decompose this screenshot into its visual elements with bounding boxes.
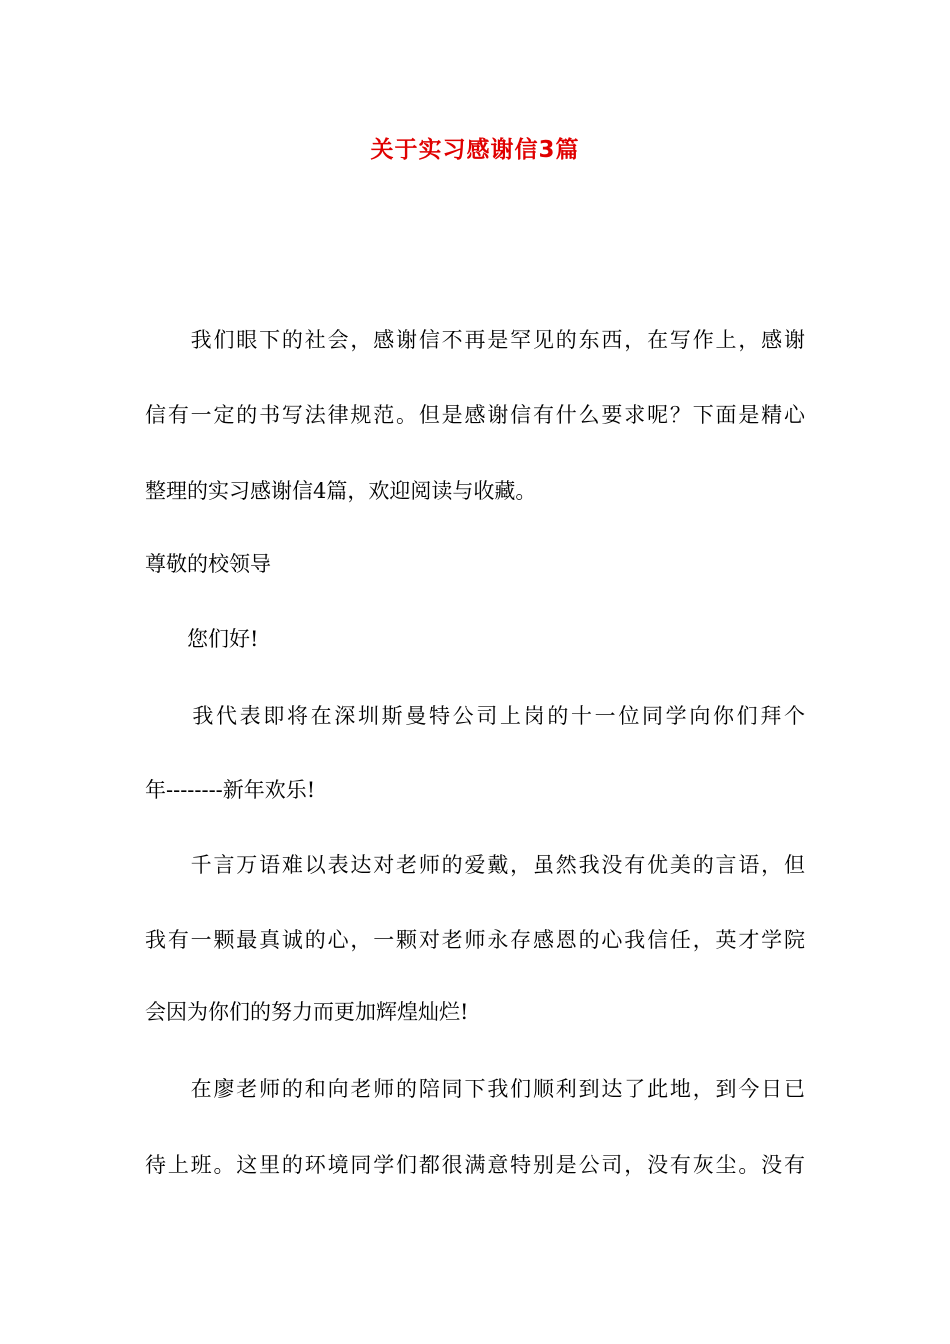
paragraph-line: 千言万语难以表达对老师的爱戴，虽然我没有优美的言语，但 [145, 853, 805, 877]
document-title: 关于实习感谢信3篇 [370, 137, 580, 163]
paragraph-line: 年--------新年欢乐! [145, 778, 316, 802]
paragraph-line: 信有一定的书写法律规范。但是感谢信有什么要求呢？下面是精心 [145, 403, 805, 427]
salutation: 尊敬的校领导 [145, 552, 271, 576]
paragraph-line: 在廖老师的和向老师的陪同下我们顺利到达了此地，到今日已 [145, 1077, 805, 1101]
greeting: 您们好! [145, 627, 259, 651]
paragraph-line: 整理的实习感谢信4篇，欢迎阅读与收藏。 [145, 479, 537, 503]
paragraph-line: 我代表即将在深圳斯曼特公司上岗的十一位同学向你们拜个 [145, 704, 805, 728]
paragraph-line: 我们眼下的社会，感谢信不再是罕见的东西，在写作上，感谢 [145, 328, 805, 352]
paragraph-line: 待上班。这里的环境同学们都很满意特别是公司，没有灰尘。没有 [145, 1153, 805, 1177]
paragraph-line: 会因为你们的努力而更加辉煌灿烂! [145, 1000, 469, 1024]
paragraph-line: 我有一颗最真诚的心，一颗对老师永存感恩的心我信任，英才学院 [145, 928, 805, 952]
